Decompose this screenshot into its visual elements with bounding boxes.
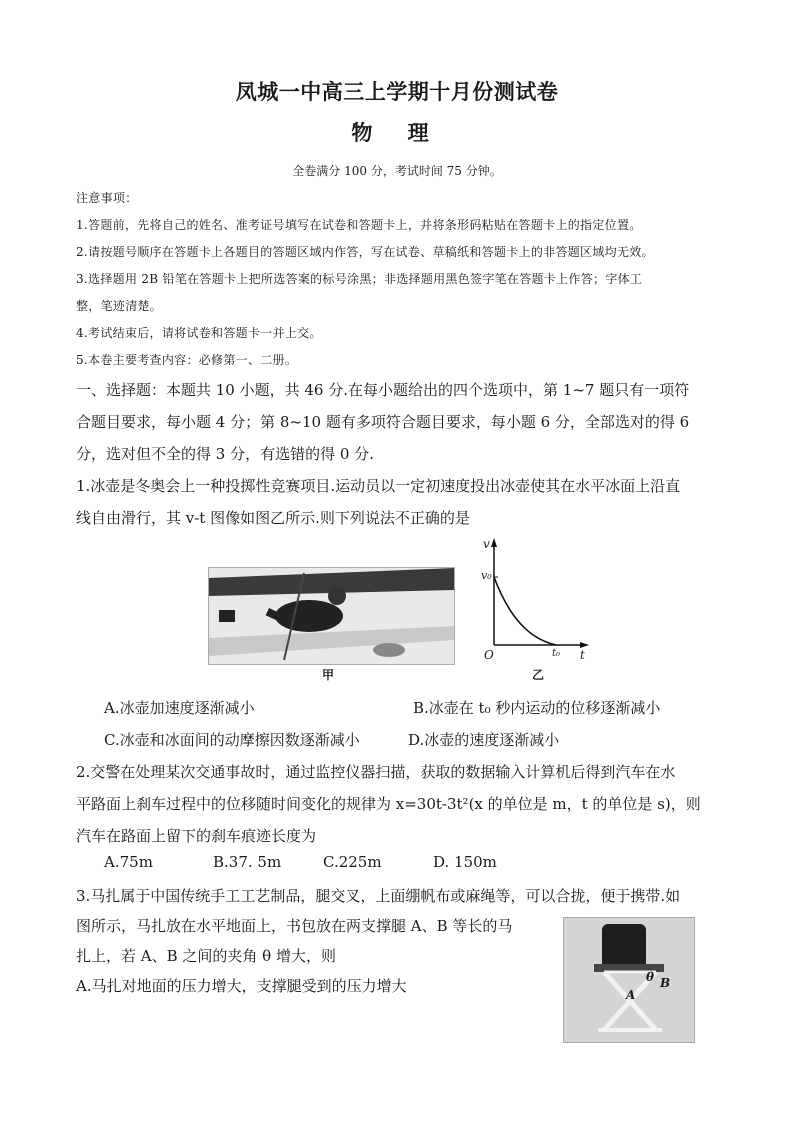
question-3-stem: 3.马扎属于中国传统手工工艺制品，腿交叉，上面绷帆布或麻绳等，可以合拢，便于携带.如	[76, 887, 681, 905]
section-instructions: 一、选择题：本题共 10 小题，共 46 分.在每小题给出的四个选项中，第 1~7 题只有一项符	[76, 381, 690, 399]
q2-option-a: A.75m	[104, 853, 153, 871]
curling-photo	[208, 567, 455, 665]
note-item: 4.考试结束后，请将试卷和答题卡一并上交。	[76, 326, 322, 340]
subject-title: 物 理	[351, 120, 443, 145]
figure-jia-label: 甲	[322, 668, 335, 682]
curling-scene-icon	[209, 568, 454, 664]
notes-heading: 注意事项：	[76, 191, 138, 205]
note-item: 整，笔迹清楚。	[76, 299, 163, 313]
note-item: 2.请按题号顺序在答题卡上各题目的答题区域内作答，写在试卷、草稿纸和答题卡上的非答题区域均无效。	[76, 245, 654, 259]
vt-graph	[474, 535, 594, 685]
graph-t-axis-label: t	[580, 648, 585, 662]
q2-option-b: B.37. 5m	[213, 853, 282, 871]
section-instructions: 分，选对但不全的得 3 分，有选错的得 0 分.	[76, 445, 374, 463]
note-item: 1.答题前，先将自己的姓名、准考证号填写在试卷和答题卡上，并将条形码粘贴在答题卡上的指定位置。	[76, 218, 642, 232]
question-3-stem: 扎上，若 A、B 之间的夹角 θ 增大，则	[76, 947, 336, 965]
question-2-stem: 汽车在路面上留下的刹车痕迹长度为	[76, 827, 317, 845]
graph-origin-label: O	[484, 648, 494, 662]
question-3-stem: 图所示，马扎放在水平地面上，书包放在两支撑腿 A、B 等长的马	[76, 917, 513, 935]
q1-option-c: C.冰壶和冰面间的动摩擦因数逐渐减小	[104, 731, 360, 749]
question-1-stem: 1.冰壶是冬奥会上一种投掷性竞赛项目.运动员以一定初速度投出冰壶使其在水平冰面上沿直	[76, 477, 681, 495]
graph-t0-label: t₀	[552, 648, 561, 659]
graph-v-axis-label: v	[483, 537, 490, 551]
question-1-stem: 线自由滑行，其 v-t 图像如图乙所示.则下列说法不正确的是	[76, 509, 470, 527]
question-2-stem: 2.交警在处理某次交通事故时，通过监控仪器扫描，获取的数据输入计算机后得到汽车在水	[76, 763, 676, 781]
exam-title: 凤城一中高三上学期十月份测试卷	[235, 79, 559, 104]
figure-yi-label: 乙	[532, 668, 545, 682]
question-2-stem: 平路面上刹车过程中的位移随时间变化的规律为 x=30t-3t²(x 的单位是 m，t 的单位是 s)，则	[76, 795, 701, 813]
stool-a-label: A	[626, 988, 636, 1002]
q1-option-b: B.冰壶在 t₀ 秒内运动的位移逐渐减小	[413, 699, 661, 717]
stool-theta-label: θ	[646, 970, 655, 984]
stool-photo	[563, 917, 695, 1043]
graph-v0-label: v₀	[481, 569, 492, 582]
folding-stool-icon	[564, 918, 694, 1042]
score-info: 全卷满分 100 分，考试时间 75 分钟。	[292, 164, 502, 178]
section-instructions: 合题目要求，每小题 4 分；第 8~10 题有多项符合题目要求，每小题 6 分，全部选对的得 6	[76, 413, 690, 431]
stool-b-label: B	[660, 976, 671, 990]
q3-option-a: A.马扎对地面的压力增大，支撑腿受到的压力增大	[76, 977, 407, 995]
q2-option-c: C.225m	[323, 853, 382, 871]
note-item: 5.本卷主要考查内容：必修第一、二册。	[76, 353, 298, 367]
q1-option-d: D.冰壶的速度逐渐减小	[408, 731, 560, 749]
note-item: 3.选择题用 2B 铅笔在答题卡上把所选答案的标号涂黑；非选择题用黑色签字笔在答题卡上作答；字体工	[76, 272, 643, 286]
q2-option-d: D. 150m	[433, 853, 497, 871]
q1-option-a: A.冰壶加速度逐渐减小	[104, 699, 255, 717]
